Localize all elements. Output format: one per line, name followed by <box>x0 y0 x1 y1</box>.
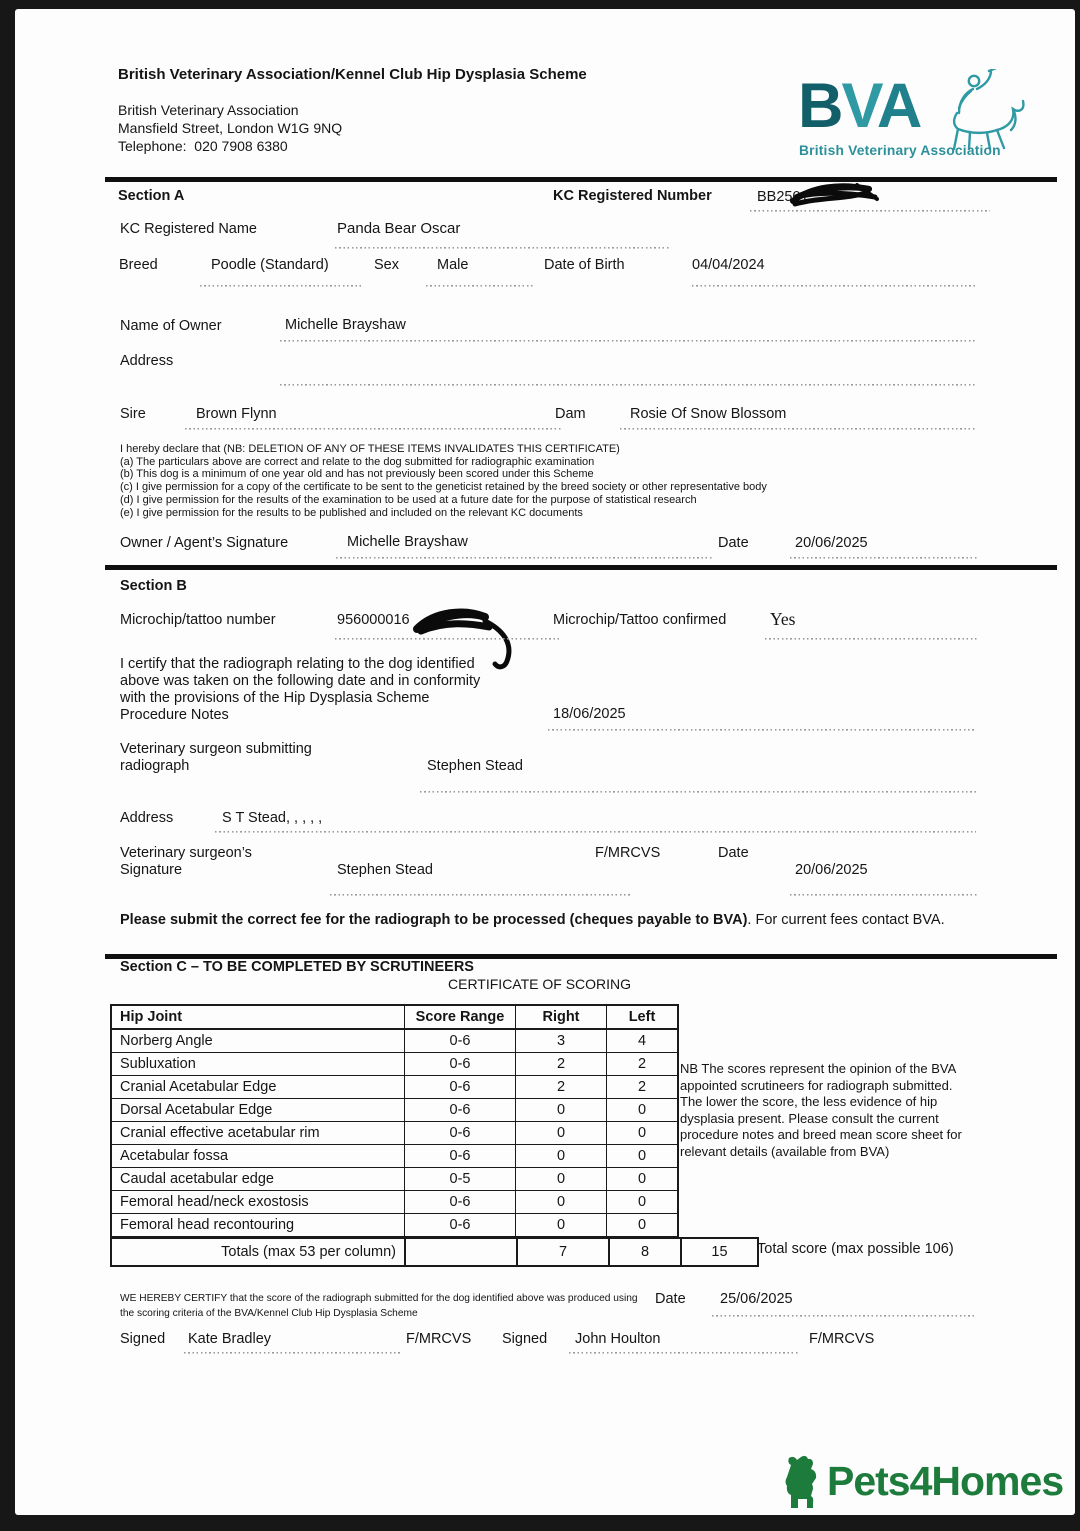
score-table-cell: 0 <box>607 1191 679 1214</box>
score-table-row <box>111 1214 678 1238</box>
score-table-cell: 0 <box>516 1214 607 1238</box>
dotted-underline <box>336 557 714 559</box>
nb-note: NB The scores represent the opinion of the BVA appointed scrutineers for radiograph submitted. The lower the score, the less evidence of hip dysplasia present. Please consult the current procedure notes and breed mean score sheet for relevant details (available from BVA) <box>680 1061 962 1159</box>
signed-label-1: Signed <box>120 1331 166 1347</box>
dotted-underline <box>335 638 560 640</box>
vet-date-value: 20/06/2025 <box>795 862 868 878</box>
score-table-cell: 0-6 <box>405 1191 516 1214</box>
score-table-cell: 4 <box>607 1029 679 1053</box>
scrutineer-certify-line1: WE HEREBY CERTIFY that the score of the radiograph submitted for the dog identified above was produced using <box>120 1293 638 1304</box>
totals-total-value: 15 <box>681 1238 758 1266</box>
dog-icon <box>783 1455 825 1509</box>
microchip-label: Microchip/tattoo number <box>120 612 276 628</box>
owner-value: Michelle Brayshaw <box>285 317 406 333</box>
document-title: British Veterinary Association/Kennel Club Hip Dysplasia Scheme <box>118 66 587 83</box>
score-table-cell: 0 <box>607 1145 679 1168</box>
bva-letter-v: V <box>841 71 877 141</box>
org-name: British Veterinary Association <box>118 102 299 118</box>
dotted-underline <box>185 428 563 430</box>
totals-right-value: 7 <box>517 1238 609 1266</box>
centaur-icon <box>927 69 1029 151</box>
breed-label: Breed <box>119 257 158 273</box>
score-table-row <box>111 1076 678 1099</box>
dotted-underline <box>215 831 976 833</box>
score-table-cell: 2 <box>516 1053 607 1076</box>
dotted-underline <box>790 557 977 559</box>
score-table-row <box>111 1099 678 1122</box>
dob-value: 04/04/2024 <box>692 257 765 273</box>
score-table-cell: Caudal acetabular edge <box>111 1168 405 1191</box>
owner-signature-label: Owner / Agent’s Signature <box>120 535 289 551</box>
score-table-cell: 0 <box>516 1145 607 1168</box>
microchip-value: 956000016 <box>337 612 410 628</box>
text-line: (a) The particulars above are correct and relate to the dog submitted for radiographic examination <box>120 455 595 468</box>
fee-notice-bold: Please submit the correct fee for the radiograph to be processed (cheques payable to BVA) <box>120 912 748 928</box>
score-table-cell: 0 <box>516 1122 607 1145</box>
microchip-confirmed-value: Yes <box>770 609 796 629</box>
score-table-cell: 0 <box>607 1168 679 1191</box>
scoring-date-label: Date <box>655 1291 686 1307</box>
totals-left-value: 8 <box>609 1238 681 1266</box>
section-c-heading: Section C – TO BE COMPLETED BY SCRUTINEERS <box>120 959 474 975</box>
score-table-cell: Cranial Acetabular Edge <box>111 1076 405 1099</box>
text-line: (d) I give permission for the results of the examination to be used at a future date for the purpose of statistical research <box>120 493 697 506</box>
score-table-row <box>111 1168 678 1191</box>
total-score-note: Total score (max possible 106) <box>757 1241 954 1257</box>
vet-signature-label-2: Signature <box>120 862 183 878</box>
pets4homes-logo-text: Pets4Homes <box>827 1458 1064 1504</box>
text-line: (c) I give permission for a copy of the certificate to be sent to the geneticist retained by the breed society or other representative body <box>120 481 767 494</box>
vet-date-label: Date <box>718 845 749 861</box>
scoring-date-value: 25/06/2025 <box>720 1291 793 1307</box>
text-line: (b) This dog is a minimum of one year old and has not previously been scored under this Scheme <box>120 468 594 481</box>
scrutineer-certify-line2: the scoring criteria of the BVA/Kennel Club Hip Dysplasia Scheme <box>120 1308 418 1319</box>
dotted-underline <box>280 340 975 342</box>
vet-signature-label-1: Veterinary surgeon’s <box>120 845 252 861</box>
scrutineer-2-name: John Houlton <box>575 1331 661 1347</box>
scrutineer-1-name: Kate Bradley <box>188 1331 272 1347</box>
dam-value: Rosie Of Snow Blossom <box>630 406 787 422</box>
score-table-row <box>111 1191 678 1214</box>
section-divider <box>105 177 1057 182</box>
scrutineer-1-title: F/MRCVS <box>406 1331 472 1347</box>
bva-letter-a: A <box>876 71 921 141</box>
fee-notice-normal: . For current fees contact BVA. <box>747 912 945 928</box>
score-table-cell: Femoral head/neck exostosis <box>111 1191 405 1214</box>
score-table-cell: 0-6 <box>405 1145 516 1168</box>
totals-range-cell <box>405 1238 517 1266</box>
certificate-page <box>15 9 1075 1515</box>
dotted-underline <box>330 894 632 896</box>
column-header: Hip Joint <box>111 1005 405 1029</box>
text-line: Procedure Notes <box>120 707 229 723</box>
dotted-underline <box>692 285 975 287</box>
score-table-cell: 0-6 <box>405 1099 516 1122</box>
dotted-underline <box>420 791 976 793</box>
score-table-cell: Cranial effective acetabular rim <box>111 1122 405 1145</box>
dotted-underline <box>184 1352 402 1354</box>
sire-value: Brown Flynn <box>196 406 277 422</box>
score-table-cell: Dorsal Acetabular Edge <box>111 1099 405 1122</box>
score-table-row <box>111 1122 678 1145</box>
dob-label: Date of Birth <box>544 257 625 273</box>
kc-name-label: KC Registered Name <box>120 221 257 237</box>
kc-number-value: BB2501 <box>757 189 809 205</box>
dotted-underline <box>200 285 364 287</box>
score-table-cell: Norberg Angle <box>111 1029 405 1053</box>
score-table-cell: 0 <box>516 1168 607 1191</box>
kc-number-label: KC Registered Number <box>553 188 712 204</box>
certificate-of-scoring-title: CERTIFICATE OF SCORING <box>448 976 632 992</box>
score-table-row <box>111 1029 678 1053</box>
score-table-cell: Subluxation <box>111 1053 405 1076</box>
score-table-cell: 0 <box>516 1191 607 1214</box>
totals-label: Totals (max 53 per column) <box>111 1238 405 1266</box>
org-address: Mansfield Street, London W1G 9NQ <box>118 120 343 136</box>
score-table-cell: 3 <box>516 1029 607 1053</box>
dotted-underline <box>765 638 977 640</box>
radiograph-certify-text <box>120 656 480 724</box>
bva-letter-b: B <box>798 71 842 141</box>
text-line: with the provisions of the Hip Dysplasia Scheme <box>120 690 430 706</box>
score-table <box>110 1004 679 1238</box>
sire-label: Sire <box>120 406 146 422</box>
score-table-row <box>111 1145 678 1168</box>
score-table-cell: 0-6 <box>405 1029 516 1053</box>
dotted-underline <box>569 1352 799 1354</box>
owner-label: Name of Owner <box>120 318 222 334</box>
text-line: I hereby declare that (NB: DELETION OF ANY OF THESE ITEMS INVALIDATES THIS CERTIFICATE) <box>120 443 620 455</box>
owner-signature-value: Michelle Brayshaw <box>347 534 468 550</box>
vet-submitting-value: Stephen Stead <box>427 758 523 774</box>
text-line: (e) I give permission for the results to be published and included on the relevant KC documents <box>120 506 583 519</box>
microchip-confirmed-label: Microchip/Tattoo confirmed <box>553 612 727 628</box>
breed-value: Poodle (Standard) <box>211 257 329 273</box>
kc-name-value: Panda Bear Oscar <box>337 220 461 237</box>
section-b-heading: Section B <box>120 578 187 594</box>
fee-notice <box>120 912 982 930</box>
score-table-cell: Femoral head recontouring <box>111 1214 405 1238</box>
score-table-cell: 0-6 <box>405 1053 516 1076</box>
score-table-cell: 2 <box>607 1076 679 1099</box>
sex-label: Sex <box>374 257 399 273</box>
score-table-cell: Acetabular fossa <box>111 1145 405 1168</box>
score-table-cell: 0-6 <box>405 1214 516 1238</box>
section-divider <box>105 565 1057 570</box>
section-a-heading: Section A <box>118 188 185 204</box>
score-table-cell: 0-6 <box>405 1076 516 1099</box>
vet-submitting-label-1: Veterinary surgeon submitting <box>120 741 312 757</box>
vet-address-label: Address <box>120 810 174 826</box>
score-table-cell: 2 <box>607 1053 679 1076</box>
score-table-header-row <box>111 1005 678 1029</box>
redaction-scribble <box>787 179 879 211</box>
org-phone: Telephone: 020 7908 6380 <box>118 138 288 154</box>
column-header: Score Range <box>405 1005 516 1029</box>
score-table-cell: 0-5 <box>405 1168 516 1191</box>
vet-address-value: S T Stead, , , , , <box>222 810 323 826</box>
vet-signature-value: Stephen Stead <box>337 862 433 878</box>
column-header: Right <box>516 1005 607 1029</box>
score-table-cell: 0-6 <box>405 1122 516 1145</box>
dotted-underline <box>426 285 533 287</box>
owner-address-label: Address <box>120 353 174 369</box>
dotted-underline <box>750 210 990 212</box>
radiograph-date-value: 18/06/2025 <box>553 706 626 722</box>
scrutineer-2-title: F/MRCVS <box>809 1331 875 1347</box>
dotted-underline <box>712 1315 974 1317</box>
text-line: I certify that the radiograph relating to the dog identified <box>120 656 475 672</box>
score-table-cell: 0 <box>607 1214 679 1238</box>
owner-date-label: Date <box>718 535 749 551</box>
dotted-underline <box>280 384 975 386</box>
vet-mrcvs: F/MRCVS <box>595 845 661 861</box>
score-table-cell: 0 <box>607 1099 679 1122</box>
declaration-text <box>120 443 767 519</box>
signed-label-2: Signed <box>502 1331 548 1347</box>
dam-label: Dam <box>555 406 586 422</box>
score-table-row <box>111 1053 678 1076</box>
sex-value: Male <box>437 257 469 273</box>
vet-submitting-label-2: radiograph <box>120 758 190 774</box>
dotted-underline <box>790 894 977 896</box>
owner-date-value: 20/06/2025 <box>795 535 868 551</box>
score-table-cell: 2 <box>516 1076 607 1099</box>
dotted-underline <box>548 729 976 731</box>
column-header: Left <box>607 1005 679 1029</box>
score-totals-row <box>110 1237 759 1267</box>
dotted-underline <box>335 247 670 249</box>
bva-logo-subtitle: British Veterinary Association <box>799 143 1001 158</box>
bva-logo <box>798 71 921 141</box>
score-table-cell: 0 <box>516 1099 607 1122</box>
score-table-cell: 0 <box>607 1122 679 1145</box>
text-line: above was taken on the following date and in conformity <box>120 673 481 689</box>
dotted-underline <box>620 428 975 430</box>
